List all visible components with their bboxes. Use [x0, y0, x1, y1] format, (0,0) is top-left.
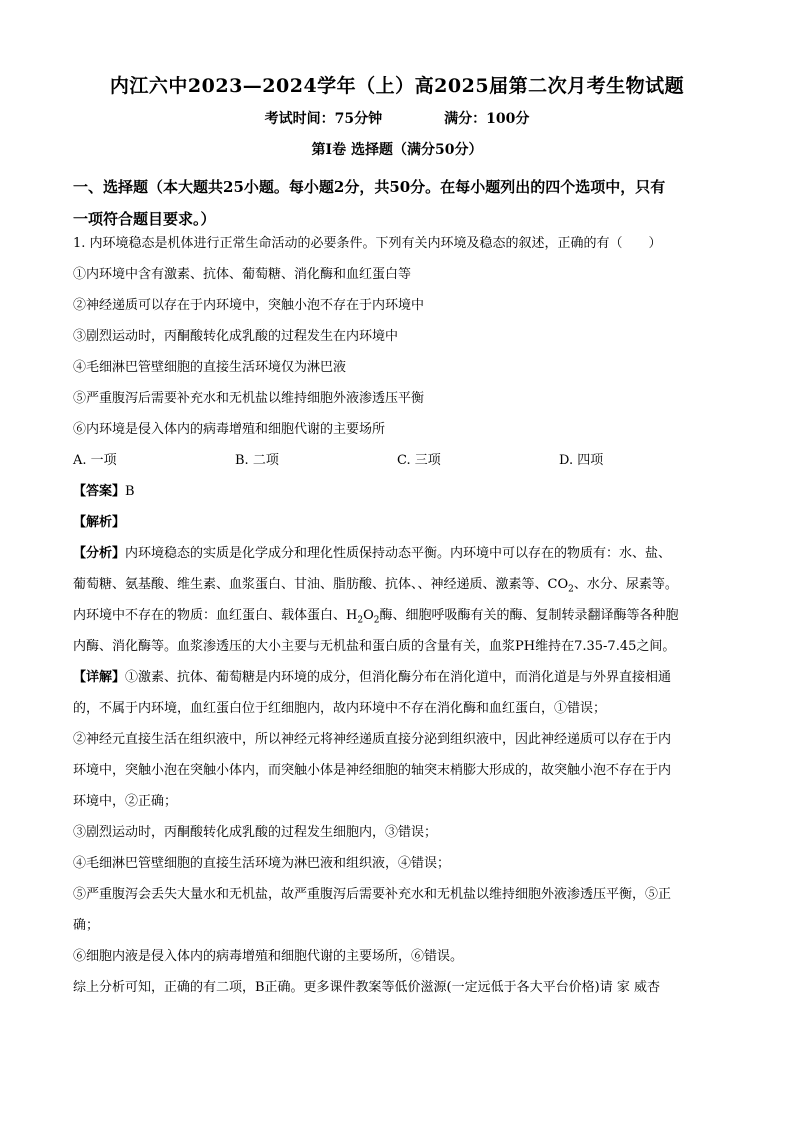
subscript: 2: [373, 615, 380, 626]
analysis-tag: 【解析】: [73, 515, 126, 530]
fenxi-text: 葡萄糖、氨基酸、维生素、血浆蛋白、甘油、脂肪酸、抗体、、神经递质、激素等、CO: [73, 577, 569, 592]
answer-line: [73, 476, 725, 507]
detail-line: ⑤严重腹泻会丢失大量水和无机盐，故严重腹泻后需要补充水和无机盐以维持细胞外液渗透压平衡，⑤正: [73, 887, 672, 902]
instruction-line-2: 一项符合题目要求。）: [73, 210, 216, 228]
statement-item: ③剧烈运动时，丙酮酸转化成乳酸的过程发生在内环境中: [73, 329, 399, 344]
page-title: 内江六中2023—2024学年（上）高2025届第二次月考生物试题: [109, 75, 685, 97]
exam-meta: [0, 108, 794, 128]
section-heading: 第Ⅰ卷 选择题（满分50分）: [311, 142, 483, 158]
fenxi-text: 内环境稳态的实质是化学成分和理化性质保持动态平衡。内环境中可以存在的物质有：水、盐、: [125, 546, 672, 561]
answer-tag: 【答案】: [73, 484, 126, 499]
detail-line: ②神经元直接生活在组织液中，所以神经元将神经递质直接分泌到组织液中，因此神经递质可以存在于内: [73, 732, 672, 747]
option-d: D. 四项: [559, 453, 604, 468]
statement-item: ④毛细淋巴管壁细胞的直接生活环境仅为淋巴液: [73, 360, 347, 375]
detail-line: ④毛细淋巴管壁细胞的直接生活环境为淋巴液和组织液，④错误；: [73, 856, 451, 871]
detail-line: 环境中，②正确；: [73, 794, 178, 809]
fenxi-text: 、水分、尿素等。: [573, 577, 678, 592]
detail-line: 环境中，突触小泡在突触小体内，而突触小体是神经细胞的轴突末梢膨大形成的，故突触小泡不存在于内: [73, 763, 672, 778]
detail-line: [73, 662, 725, 693]
subscript: 2: [357, 615, 364, 626]
option-a: A. 一项: [73, 453, 117, 468]
fenxi-paragraph: [73, 538, 725, 662]
fenxi-text: 酶、细胞呼吸酶有关的酶、复制转录翻译酶等各种胞: [379, 608, 679, 623]
detail-line: ⑥细胞内液是侵入体内的病毒增殖和细胞代谢的主要场所，⑥错误。: [73, 949, 464, 964]
instructions: [73, 171, 725, 235]
detail-text: ①激素、抗体、葡萄糖是内环境的成分，但消化酶分布在消化道中，而消化道是与外界直接相通: [125, 670, 672, 685]
fenxi-line: 内酶、消化酶等。血浆渗透压的大小主要与无机盐和蛋白质的含量有关，血浆PH维持在7.35-7.45之间。: [73, 639, 676, 654]
option-c: C. 三项: [397, 453, 441, 468]
exam-time: 考试时间：75分钟: [264, 111, 383, 127]
statement-item: ⑥内环境是侵入体内的病毒增殖和细胞代谢的主要场所: [73, 422, 386, 437]
subscript: 2: [568, 584, 574, 595]
detail-line: 确；: [73, 918, 100, 933]
answer-options: [73, 445, 725, 476]
fenxi-text: 内环境中不存在的物质：血红蛋白、载体蛋白、H: [73, 608, 358, 623]
detail-tag: 【详解】: [73, 670, 126, 685]
fenxi-line: [73, 600, 725, 631]
fenxi-text: O: [363, 608, 374, 623]
answer-value: B: [125, 484, 135, 499]
fenxi-line: [73, 538, 725, 569]
statement-item: ⑤严重腹泻后需要补充水和无机盐以维持细胞外液渗透压平衡: [73, 391, 425, 406]
fenxi-line: [73, 569, 725, 600]
analysis-heading: [73, 507, 725, 538]
detail-line: 的，不属于内环境，血红蛋白位于红细胞内，故内环境中不存在消化酶和血红蛋白，①错误；: [73, 701, 607, 716]
question-1: [73, 228, 725, 1003]
exam-score: 满分：100分: [444, 111, 530, 127]
fenxi-tag: 【分析】: [73, 546, 126, 561]
detail-paragraph: [73, 662, 725, 1003]
option-b: B. 二项: [235, 453, 279, 468]
statement-item: ②神经递质可以存在于内环境中，突触小泡不存在于内环境中: [73, 298, 425, 313]
detail-line: 综上分析可知，正确的有二项，B正确。更多课件教案等低价滋源(一定远低于各大平台价格)请 家 威杏: [73, 980, 660, 995]
question-stem: 1. 内环境稳态是机体进行正常生命活动的必要条件。下列有关内环境及稳态的叙述，正确的有（ ）: [73, 236, 662, 251]
detail-line: ③剧烈运动时，丙酮酸转化成乳酸的过程发生细胞内，③错误；: [73, 825, 438, 840]
instruction-line-1: 一、选择题（本大题共25小题。每小题2分，共50分。在每小题列出的四个选项中，只有: [73, 178, 666, 196]
statement-item: ①内环境中含有激素、抗体、葡萄糖、消化酶和血红蛋白等: [73, 267, 412, 282]
